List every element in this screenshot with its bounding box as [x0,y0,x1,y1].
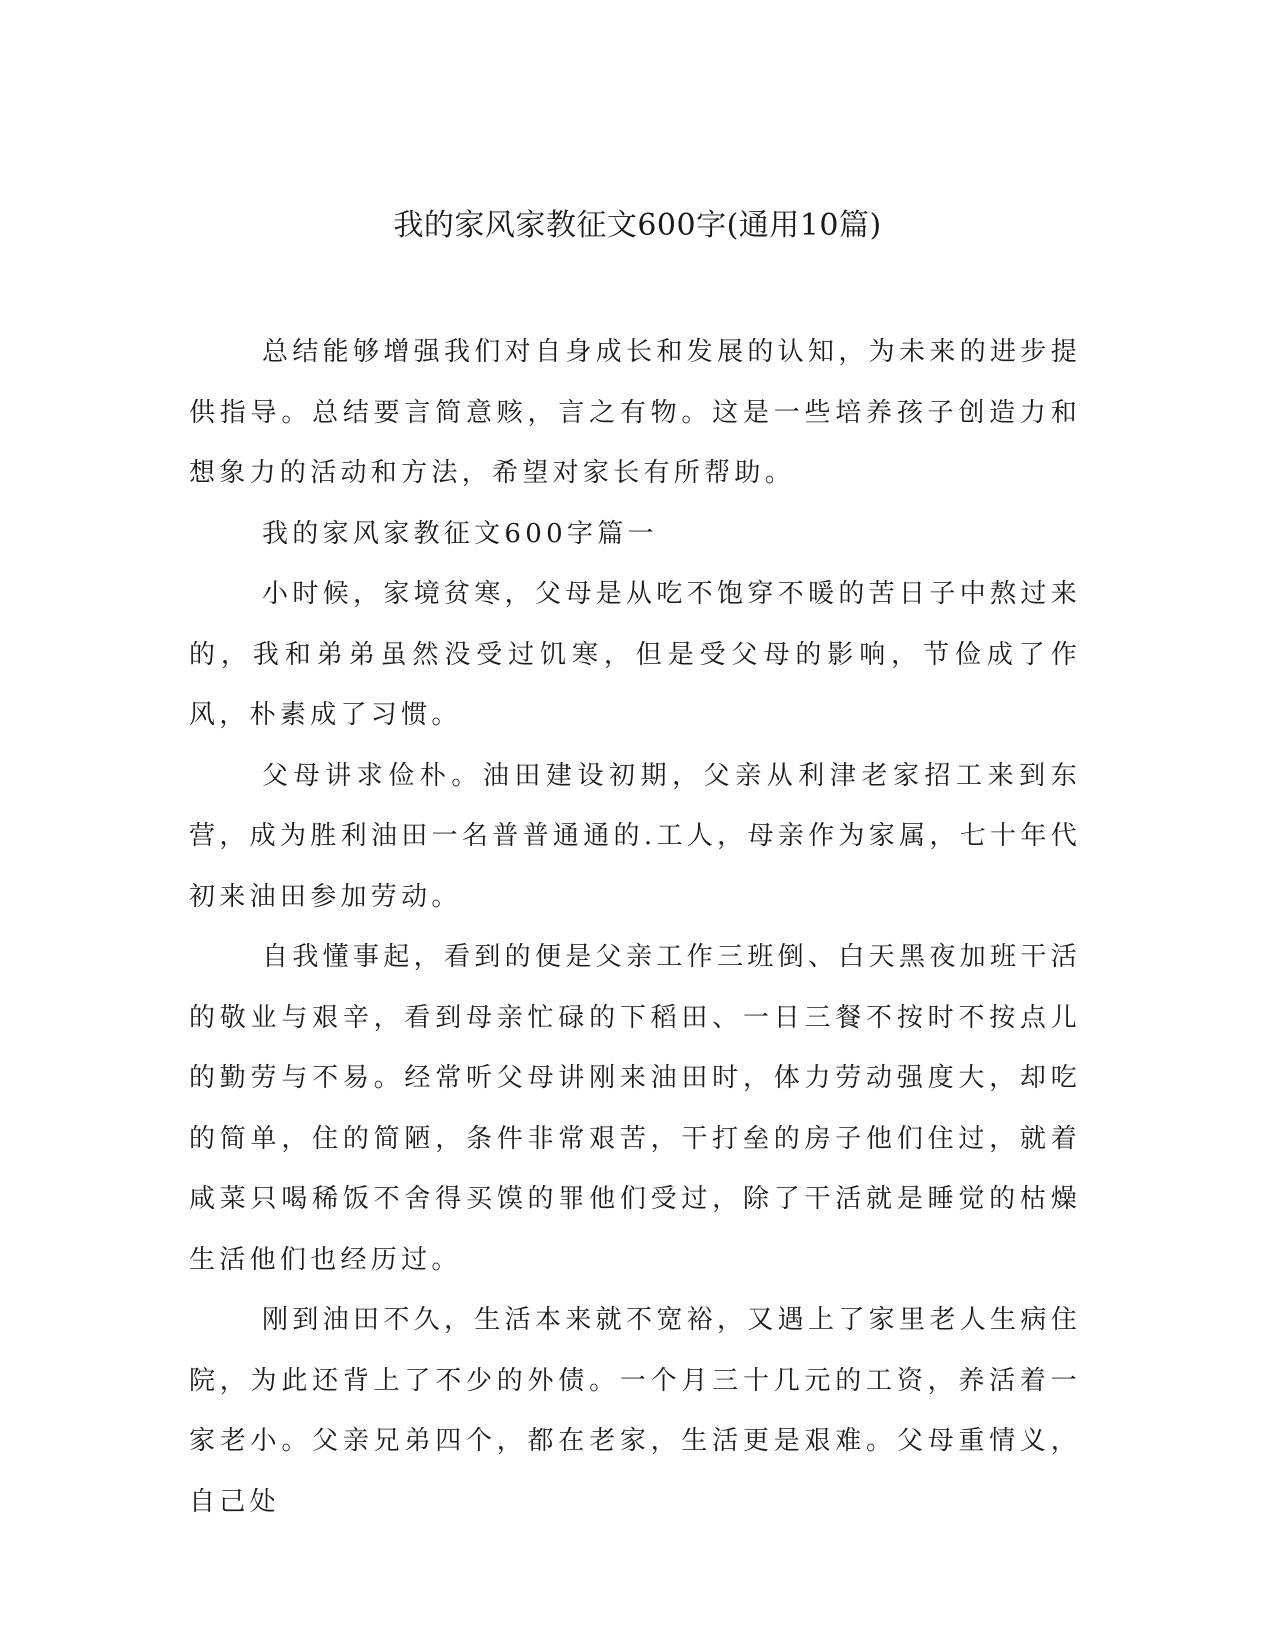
document-title: 我的家风家教征文600字(通用10篇) [393,208,882,243]
body-paragraph: 小时候，家境贫寒，父母是从吃不饱穿不暖的苦日子中熬过来的，我和弟弟虽然没受过饥寒，但是受父母的影响，节俭成了作风，朴素成了习惯。 [189,579,1081,730]
body-paragraph: 自我懂事起，看到的便是父亲工作三班倒、白天黑夜加班干活的敬业与艰辛，看到母亲忙碌的下稻田、一日三餐不按时不按点儿的勤劳与不易。经常听父母讲刚来油田时，体力劳动强度大，却吃的简单，住的简陋，条件非常艰苦，干打垒的房子他们住过，就着咸菜只喝稀饭不舍得买馍的罪他们受过，除了干活就是睡觉的枯燥生活他们也经历过。 [189,942,1081,1275]
body-paragraph: 父母讲求俭朴。油田建设初期，父亲从利津老家招工来到东营，成为胜利油田一名普普通通的.工人，母亲作为家属，七十年代初来油田参加劳动。 [189,760,1081,912]
document-body [189,322,1081,1532]
body-paragraph: 刚到油田不久，生活本来就不宽裕，又遇上了家里老人生病住院，为此还背上了不少的外债。一个月三十几元的工资，养活着一家老小。父亲兄弟四个，都在老家，生活更是艰难。父母重情义，自己处 [189,1305,1081,1517]
section-heading: 我的家风家教征文600字篇一 [262,518,658,549]
intro-paragraph: 总结能够增强我们对自身成长和发展的认知，为未来的进步提供指导。总结要言简意赅，言之有物。这是一些培养孩子创造力和想象力的活动和方法，希望对家长有所帮助。 [189,337,1081,488]
